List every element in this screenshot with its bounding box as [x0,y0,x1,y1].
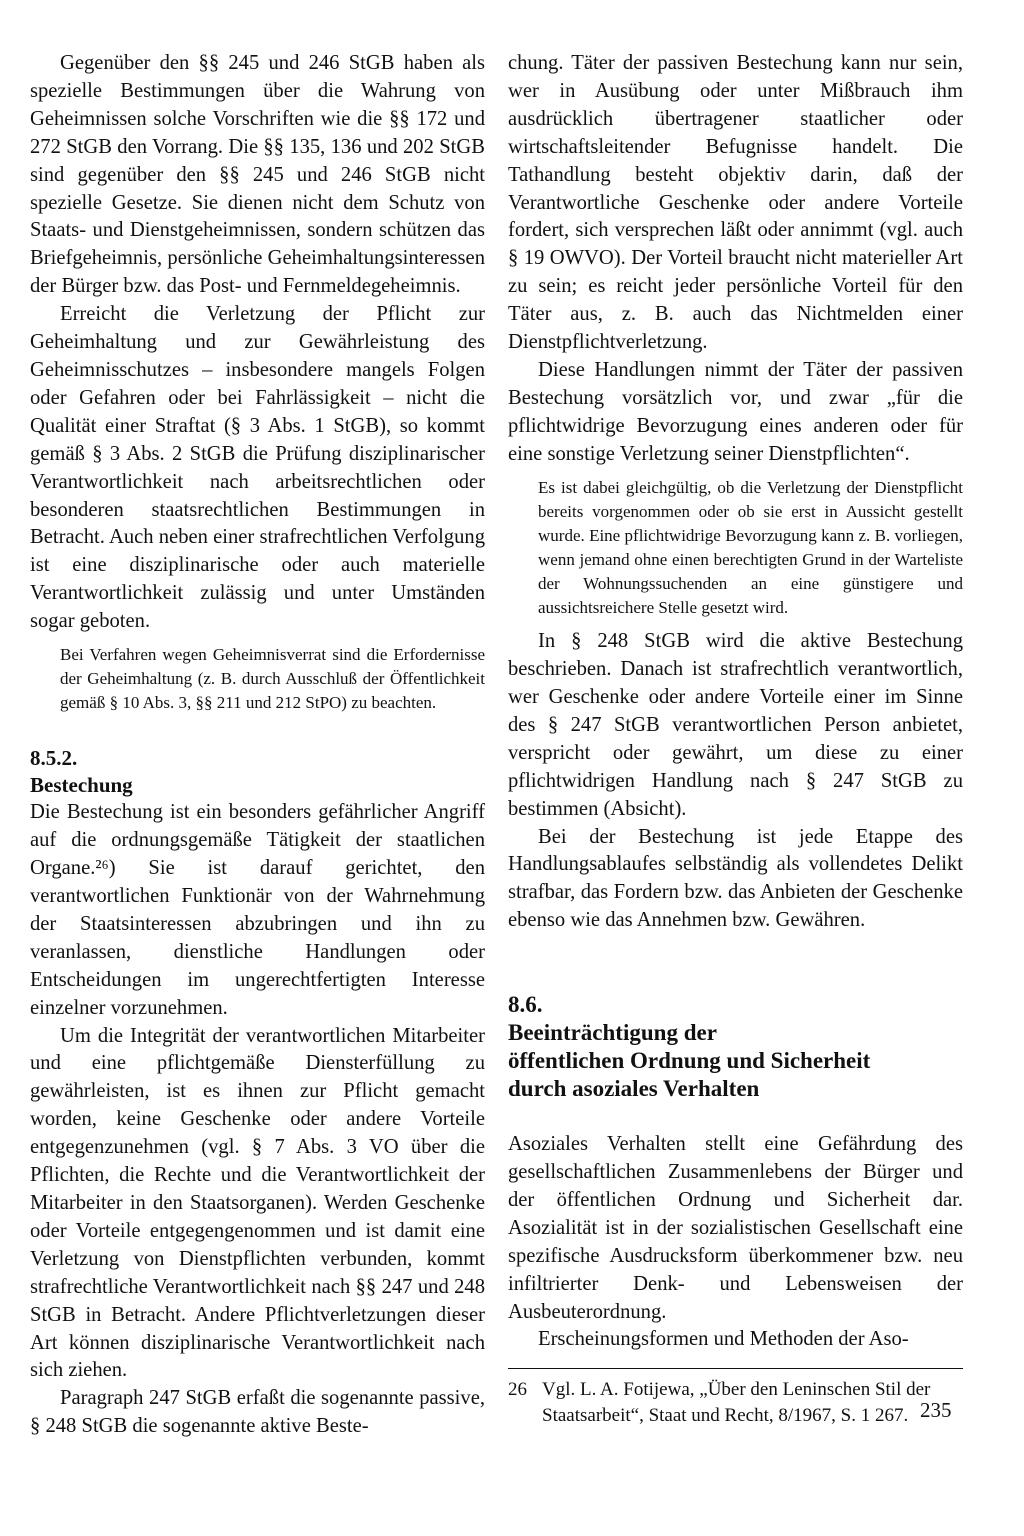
paragraph: Bei der Bestechung ist jede Etappe des Handlungsablaufes selbständig als vollendetes Delikt strafbar, das Fordern bzw. das Anbieten der Geschenke ebenso wie das Annehmen bzw. Gewähren. [508,825,963,932]
paragraph: Um die Integrität der verantwortlichen Mitarbeiter und eine pflichtgemäße Diensterfüllung zu gewährleisten, ist es ihnen zur Pflicht gemacht worden, keine Geschenke oder andere Vorteile entgegenzunehmen (vgl. § 7 Abs. 3 VO über die Pflichten, die Rechte und die Verantwortlichkeit der Mitarbeiter in den Staatsorganen). Werden Geschenke oder Vorteile entgegengenommen und ist damit eine Verletzung von Dienstpflichten verbunden, kommt strafrechtliche Verantwortlichkeit nach §§ 247 und 248 StGB in Betracht. Andere Pflichtverletzungen dieser Art können disziplinarische Verantwortlichkeit nach sich ziehen. [30,1024,485,1382]
paragraph: In § 248 StGB wird die aktive Bestechung beschrieben. Danach ist strafrechtlich verantwortlich, wer Geschenke oder andere Vorteile einer im Sinne des § 247 StGB verantwortlichen Person anbietet, verspricht oder gewährt, um diese zu einer pflichtwidrigen Handlung nach § 247 StGB zu bestimmen (Absicht). [508,630,963,820]
paragraph: Die Bestechung ist ein besonders gefährlicher Angriff auf die ordnungsgemäße Tätigkeit der staatlichen Organe.²⁶) Sie ist darauf gerichtet, den verantwortlichen Funktionär von der Wahrnehmung der Staatsinteressen abzubringen und ihn zu veranlassen, dienstliche Handlungen oder Entscheidungen im ungerechtfertigten Interesse einzelner vorzunehmen. [30,801,485,1019]
footnote [508,1377,963,1429]
paragraph: Erscheinungsformen und Methoden der Aso- [538,1328,909,1351]
section-number: 8.5.2. [30,746,78,771]
footnote-text: Vgl. L. A. Fotijewa, „Über den Leninschen Stil der Staatsarbeit“, Staat und Recht, 8/1967, S. 1 267. [542,1379,931,1427]
paragraph: Paragraph 247 StGB erfaßt die sogenannte passive, § 248 StGB die sogenannte aktive Beste- [30,1387,485,1438]
section-title: Bestechung [30,773,133,798]
paragraph: Erreicht die Verletzung der Pflicht zur Geheimhaltung und zur Gewährleistung des Geheimnisschutzes – insbesondere mangels Folgen oder Gefahren oder bei Fahrlässigkeit – nicht die Qualität einer Straftat (§ 3 Abs. 1 StGB), so kommt gemäß § 3 Abs. 2 StGB die Prüfung disziplinarischer Verantwortlichkeit nach arbeitsrechtlichen oder besonderen staatsrechtlichen Bestimmungen in Betracht. Auch neben einer strafrechtlichen Verfolgung ist eine disziplinarische oder auch materielle Verantwortlichkeit zulässig und unter Umständen sogar geboten. [30,303,485,633]
section-title: Beeinträchtigung der öffentlichen Ordnung und Sicherheit durch asoziales Verhalten [508,1020,871,1102]
section-number: 8.6. [508,992,543,1018]
footnote-divider [508,1368,963,1369]
paragraph: Diese Handlungen nimmt der Täter der passiven Bestechung vorsätzlich vor, und zwar „für die pflichtwidrige Bevorzugung eines anderen oder für eine sonstige Verletzung seiner Dienstpflichten“. [508,358,963,465]
paragraph: Asoziales Verhalten stellt eine Gefährdung des gesellschaftlichen Zusammenlebens der Bürger und der öffentlichen Ordnung und Sicherheit dar. Asozialität ist in der sozialistischen Gesellschaft eine spezifische Ausdrucksform überkommener bzw. neu infiltrierter Denk- und Lebensweisen der Ausbeuterordnung. [508,1133,963,1323]
right-column [508,50,963,1429]
page-number: 235 [920,1398,952,1422]
paragraph: Gegenüber den §§ 245 und 246 StGB haben als spezielle Bestimmungen über die Wahrung von Geheimnissen solche Vorschriften wie die §§ 172 und 272 StGB den Vorrang. Die §§ 135, 136 und 202 StGB sind gegenüber den §§ 245 und 246 StGB nicht spezielle Gesetze. Sie dienen nicht dem Schutz von Staats- und Dienstgeheimnissen, sondern schützen das Briefgeheimnis, persönliche Geheimhaltungsinteressen der Bürger bzw. das Post- und Fernmeldegeheimnis. [30,52,485,298]
small-print-note: Bei Verfahren wegen Geheimnisverrat sind die Erfordernisse der Geheimhaltung (z. B. durch Ausschluß der Öffentlichkeit gemäß § 10 Abs. 3, §§ 211 und 212 StPO) zu beachten. [60,645,485,713]
paragraph: chung. Täter der passiven Bestechung kann nur sein, wer in Ausübung oder unter Mißbrauch ihm ausdrücklich übertragener staatlicher oder wirtschaftsleitender Befugnisse handelt. Die Tathandlung besteht objektiv darin, daß der Verantwortliche Geschenke oder andere Vorteile fordert, sich versprechen läßt oder annimmt (vgl. auch § 19 OWVO). Der Vorteil braucht nicht materieller Art zu sein; es reicht jeder persönliche Vorteil für den Täter aus, z. B. auch das Nichtmelden einer Dienstpflichtverletzung. [508,52,963,354]
left-column [30,50,485,1441]
footnote-number: 26 [508,1379,527,1401]
small-print-note: Es ist dabei gleichgültig, ob die Verletzung der Dienstpflicht bereits vorgenommen oder ob sie erst in Aussicht gestellt wurde. Eine pflichtwidrige Bevorzugung kann z. B. vorliegen, wenn jemand ohne einen berechtigten Grund in der Warteliste der Wohnungssuchenden an eine günstigere und aussichtsreichere Stelle gesetzt wird. [538,477,963,618]
